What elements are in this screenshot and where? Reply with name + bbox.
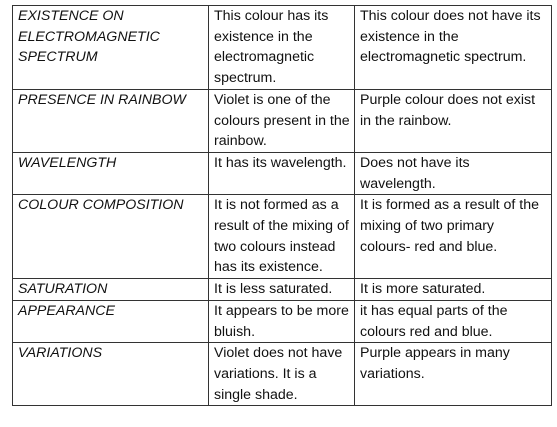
table-row-existence <box>13 6 552 90</box>
row-label-rainbow: PRESENCE IN RAINBOW <box>13 89 209 152</box>
violet-cell-wavelength: It has its wavelength. <box>209 152 355 194</box>
comparison-table <box>12 5 552 406</box>
table-row-appearance <box>13 300 552 342</box>
purple-cell-wavelength: Does not have its wavelength. <box>355 152 552 194</box>
violet-cell-composition: It is not formed as a result of the mixing of two colours instead has its existence. <box>209 195 355 279</box>
purple-cell-existence: This colour does not have its existence in the electromagnetic spectrum. <box>355 6 552 90</box>
violet-cell-variations: Violet does not have variations. It is a single shade. <box>209 343 355 406</box>
row-label-appearance: APPEARANCE <box>13 300 209 342</box>
comparison-table-body <box>13 6 552 406</box>
row-label-saturation: SATURATION <box>13 279 209 301</box>
row-label-composition: COLOUR COMPOSITION <box>13 195 209 279</box>
purple-cell-appearance: it has equal parts of the colours red and blue. <box>355 300 552 342</box>
violet-cell-saturation: It is less saturated. <box>209 279 355 301</box>
purple-cell-rainbow: Purple colour does not exist in the rainbow. <box>355 89 552 152</box>
violet-cell-existence: This colour has its existence in the electromagnetic spectrum. <box>209 6 355 90</box>
purple-cell-composition: It is formed as a result of the mixing of two primary colours- red and blue. <box>355 195 552 279</box>
table-row-rainbow <box>13 89 552 152</box>
table-row-wavelength <box>13 152 552 194</box>
violet-cell-rainbow: Violet is one of the colours present in the rainbow. <box>209 89 355 152</box>
table-row-composition <box>13 195 552 279</box>
purple-cell-variations: Purple appears in many variations. <box>355 343 552 406</box>
row-label-variations: VARIATIONS <box>13 343 209 406</box>
row-label-existence: EXISTENCE ON ELECTROMAGNETIC SPECTRUM <box>13 6 209 90</box>
row-label-wavelength: WAVELENGTH <box>13 152 209 194</box>
purple-cell-saturation: It is more saturated. <box>355 279 552 301</box>
table-row-saturation <box>13 279 552 301</box>
violet-cell-appearance: It appears to be more bluish. <box>209 300 355 342</box>
table-row-variations <box>13 343 552 406</box>
